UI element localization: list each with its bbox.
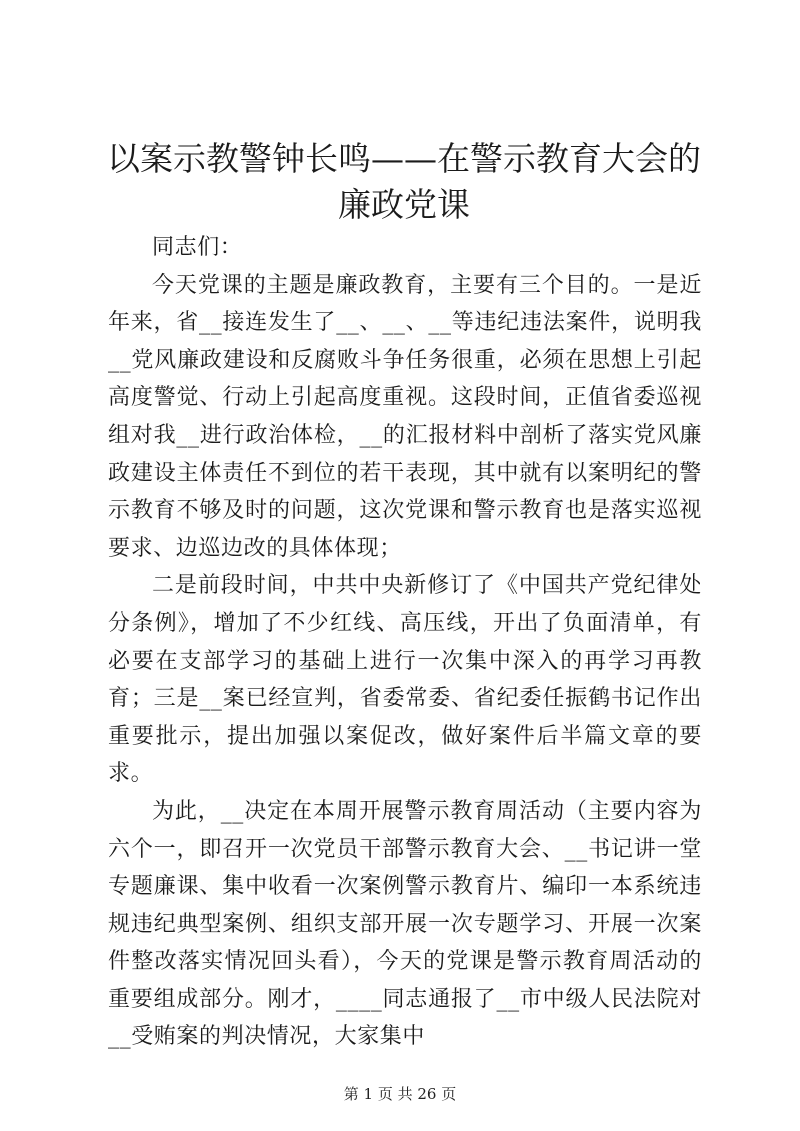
paragraph-salutation: 同志们： [152,235,243,260]
document-title: 以案示教警钟长鸣——在警示教育大会的廉政党课 [107,139,701,224]
paragraph-2: 二是前段时间，中共中央新修订了《中国共产党纪律处分条例》，增加了不少红线、高压线，开出了负面清单，有必要在支部学习的基础上进行一次集中深入的再学习再教育；三是__案已经宣判，省委常委、省纪委任振鹤书记作出重要批示，提出加强以案促改，做好案件后半篇文章的要求。 [108,573,702,787]
document-body [108,229,702,1056]
page-number-footer: 第 1 页 共 26 页 [343,1085,457,1103]
paragraph-1: 今天党课的主题是廉政教育，主要有三个目的。一是近年来，省__接连发生了__、__、__等违纪违法案件，说明我__党风廉政建设和反腐败斗争任务很重，必须在思想上引起高度警觉、行动上引起高度重视。这段时间，正值省委巡视组对我__进行政治体检，__的汇报材料中剖析了落实党风廉政建设主体责任不到位的若干表现，其中就有以案明纪的警示教育不够及时的问题，这次党课和警示教育也是落实巡视要求、边巡边改的具体体现； [108,272,702,561]
paragraph-3: 为此，__决定在本周开展警示教育周活动（主要内容为六个一，即召开一次党员干部警示教育大会、__书记讲一堂专题廉课、集中收看一次案例警示教育片、编印一本系统违规违纪典型案例、组织支部开展一次专题学习、开展一次案件整改落实情况回头看），今天的党课是警示教育周活动的重要组成部分。刚才，____同志通报了__市中级人民法院对__受贿案的判决情况，大家集中 [108,798,702,1050]
